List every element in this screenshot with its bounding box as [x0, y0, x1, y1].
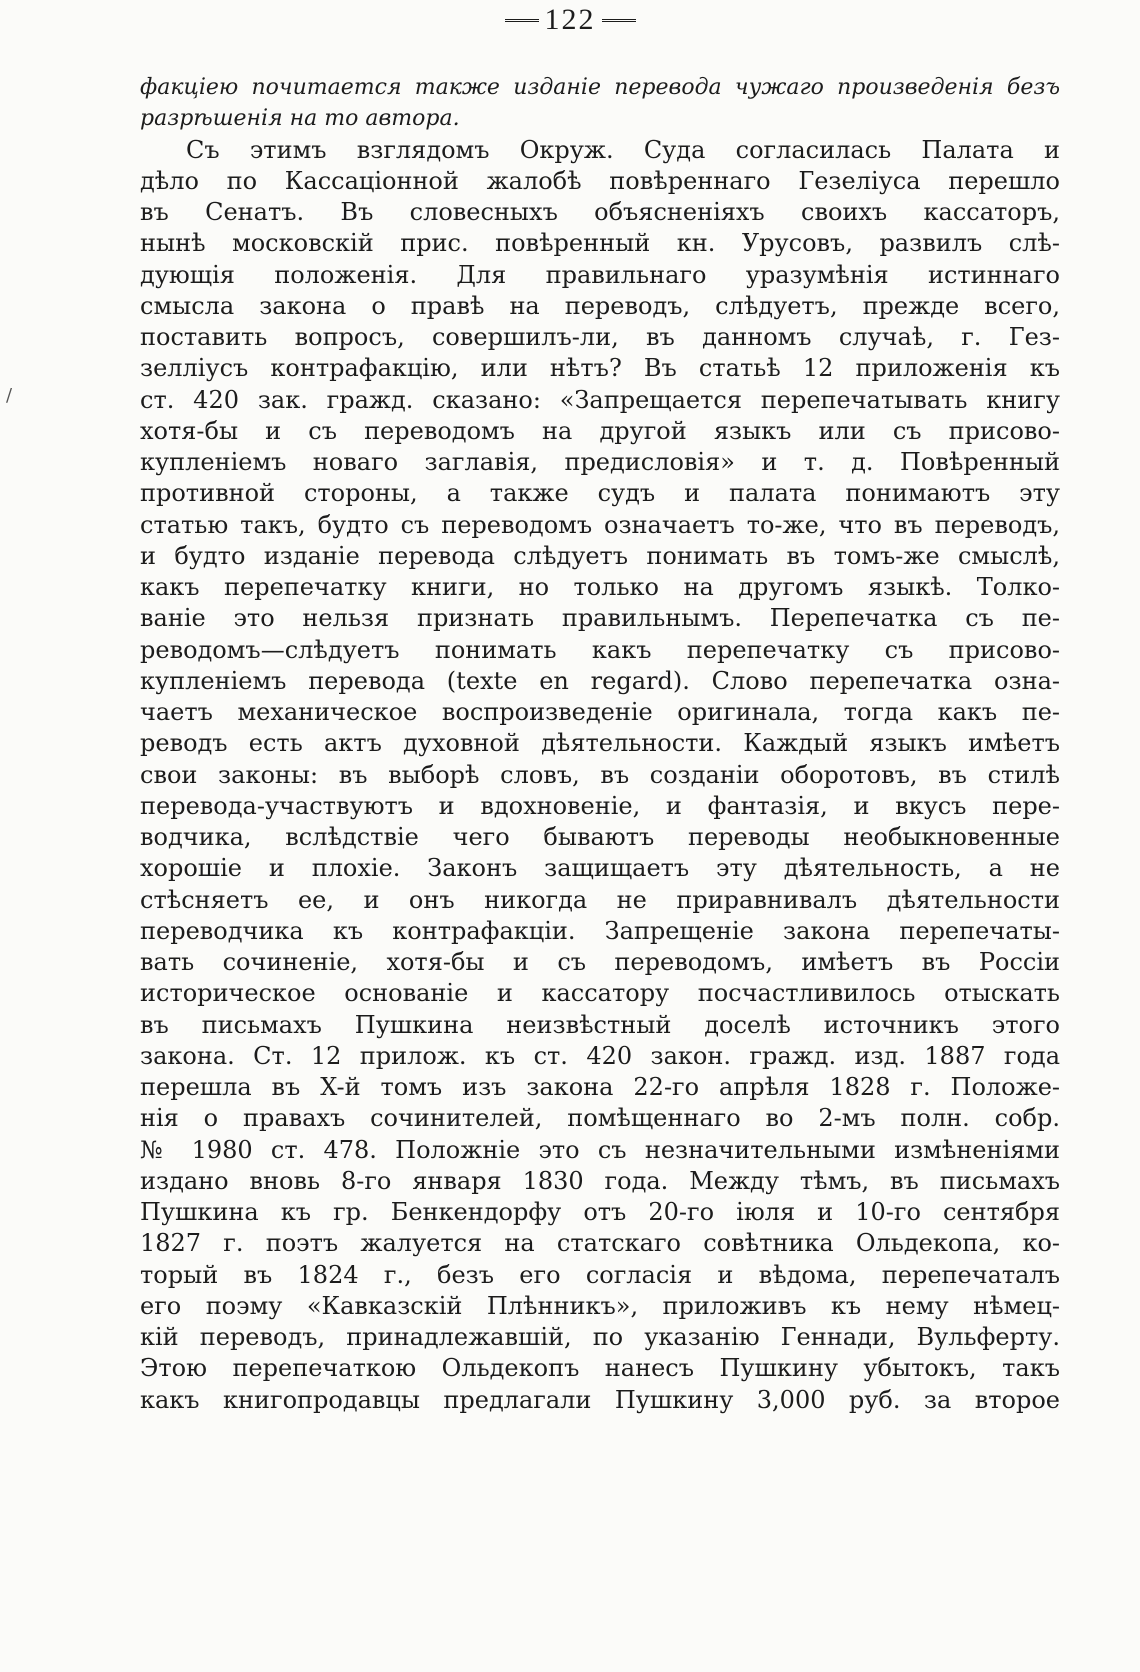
text-line: 1827 г. поэтъ жалуется на статскаго совѣтника Ольдекопа, ко-: [140, 1229, 1060, 1258]
text-line: купленiемъ новаго заглавiя, предисловiя» и т. д. Повѣренный: [140, 448, 1060, 476]
text-line: № 1980 ст. 478. Положнiе это съ незначительными измѣненiями: [140, 1135, 1060, 1164]
text-line: поставить вопросъ, совершилъ-ли, въ данномъ случаѣ, г. Гез-: [140, 323, 1060, 351]
text-line: его поэму «Кавказскiй Плѣнникъ», приложивъ къ нему нѣмец-: [140, 1291, 1060, 1320]
text-line: вать сочиненiе, хотя-бы и съ переводомъ, имѣетъ въ Россiи: [140, 948, 1060, 976]
text-line: какъ перепечатку книги, но только на другомъ языкѣ. Толко-: [140, 573, 1060, 601]
text-line: и будто изданiе перевода слѣдуетъ понимать въ томъ-же смыслѣ,: [140, 541, 1060, 570]
header-rule-left: [505, 19, 539, 22]
text-line: нiя о правахъ сочинителей, помѣщеннаго во 2-мъ полн. собр.: [140, 1104, 1060, 1133]
text-line: издано вновь 8-го января 1830 года. Между тѣмъ, въ письмахъ: [140, 1166, 1060, 1195]
text-line: кiй переводъ, принадлежавшiй, по указанiю Геннади, Вульферту.: [140, 1323, 1060, 1351]
text-line: факцiею почитается также изданiе перевода чужаго произведенiя безъ: [140, 75, 1060, 100]
text-line: статью такъ, будто съ переводомъ означаетъ то-же, что въ переводъ,: [140, 510, 1060, 539]
text-line: купленiемъ перевода (texte en regard). Слово перепечатка озна-: [140, 666, 1060, 695]
text-line: дующiя положенiя. Для правильнаго уразумѣнiя истиннаго: [140, 260, 1060, 289]
text-line: стѣсняетъ ее, и онъ никогда не приравнивалъ дѣятельности: [140, 885, 1060, 914]
header-rule-right: [602, 19, 636, 22]
text-line: ст. 420 зак. гражд. сказано: «Запрещается перепечатывать книгу: [140, 385, 1060, 414]
page-header: [0, 2, 1140, 38]
text-line: водчика, вслѣдствiе чего бываютъ переводы необыкновенные: [140, 823, 1060, 851]
body-text: [140, 72, 1060, 1416]
text-line: хотя-бы и съ переводомъ на другой языкъ или съ присово-: [140, 416, 1060, 445]
text-line: въ письмахъ Пушкина неизвѣстный доселѣ источникъ этого: [140, 1010, 1060, 1039]
text-line: Пушкина къ гр. Бенкендорфу отъ 20-го iюля и 10-го сентября: [140, 1198, 1060, 1226]
margin-mark: /: [6, 385, 13, 406]
text-line: переводчика къ контрафакцiи. Запрещенiе закона перепечаты-: [140, 916, 1060, 945]
text-line: перевода-участвуютъ и вдохновенiе, и фантазiя, и вкусъ пере-: [140, 791, 1060, 820]
text-line: Этою перепечаткою Ольдекопъ нанесъ Пушкину убытокъ, такъ: [140, 1354, 1060, 1383]
text-line: дѣло по Кассацiонной жалобѣ повѣреннаго Гезелiуса перешло: [140, 166, 1060, 195]
text-line: чаетъ механическое воспроизведенiе оригинала, тогда какъ пе-: [140, 698, 1060, 726]
text-line: перешла въ X-й томъ изъ закона 22-го апрѣля 1828 г. Положе-: [140, 1073, 1060, 1101]
page-number: 122: [544, 3, 596, 36]
text-line: историческое основанiе и кассатору посчастливилось отыскать: [140, 979, 1060, 1008]
text-line: свои законы: въ выборѣ словъ, въ созданiи оборотовъ, въ стилѣ: [140, 760, 1060, 789]
text-line: ванiе это нельзя признать правильнымъ. Перепечатка съ пе-: [140, 604, 1060, 633]
text-line: закона. Ст. 12 прилож. къ ст. 420 закон. гражд. изд. 1887 года: [140, 1041, 1060, 1070]
text-line: нынѣ московскiй прис. повѣренный кн. Урусовъ, развилъ слѣ-: [140, 229, 1060, 258]
text-line: какъ книгопродавцы предлагали Пушкину 3,000 руб. за второе: [140, 1385, 1060, 1414]
text-line: въ Сенатъ. Въ словесныхъ объясненiяхъ своихъ кассаторъ,: [140, 198, 1060, 226]
text-line: Съ этимъ взглядомъ Окруж. Суда согласилась Палата и: [186, 135, 1060, 164]
text-line: реводомъ—слѣдуетъ понимать какъ перепечатку съ присово-: [140, 635, 1060, 664]
text-line: зеллiусъ контрафакцiю, или нѣтъ? Въ статьѣ 12 приложенiя къ: [140, 354, 1060, 383]
text-line: разрѣшенiя на то автора.: [140, 106, 460, 132]
text-line: торый въ 1824 г., безъ его согласiя и вѣдома, перепечаталъ: [140, 1260, 1060, 1289]
text-line: смысла закона о правѣ на переводъ, слѣдуетъ, прежде всего,: [140, 291, 1060, 320]
text-line: противной стороны, а также судъ и палата понимаютъ эту: [140, 479, 1060, 508]
text-line: реводъ есть актъ духовной дѣятельности. Каждый языкъ имѣетъ: [140, 729, 1060, 758]
text-line: хорошiе и плохiе. Законъ защищаетъ эту дѣятельность, а не: [140, 854, 1060, 883]
